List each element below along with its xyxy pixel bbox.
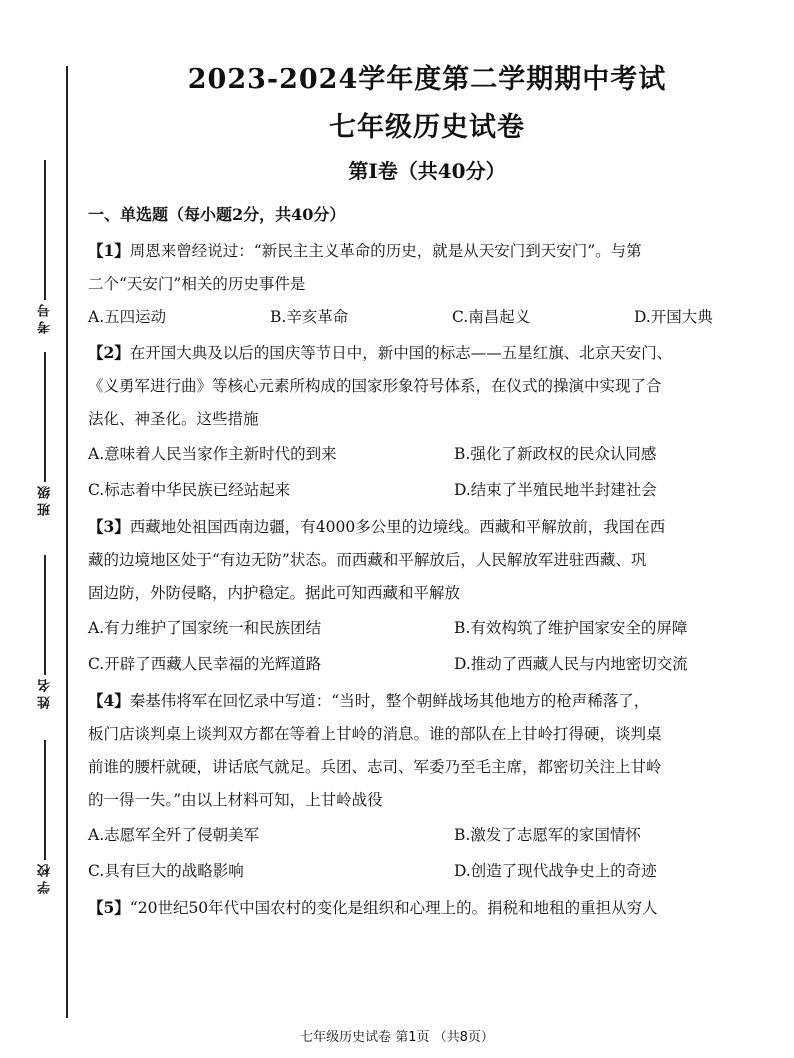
option-b: B.辛亥革命 xyxy=(270,308,349,326)
stem-line: 藏的边境地区处于“有边无防”状态。而西藏和平解放后，人民解放军进驻西藏、巩 xyxy=(88,551,647,569)
options xyxy=(88,610,756,682)
school-label: 学校 xyxy=(37,860,53,894)
question-number: 【2】 xyxy=(88,343,130,362)
question-2 xyxy=(88,336,756,508)
stem-line: 法化、神圣化。这些措施 xyxy=(88,410,259,428)
binding-line xyxy=(66,66,68,1018)
stem-line: 周恩来曾经说过：“新民主主义革命的历史，就是从天安门到天安门”。与第 xyxy=(129,242,642,260)
stem-line: 的一得一失。”由以上材料可知，上甘岭战役 xyxy=(88,791,383,809)
option-c: C.开辟了西藏人民幸福的光辉道路 xyxy=(88,655,322,673)
question-3 xyxy=(88,510,756,682)
class-field xyxy=(30,352,60,516)
stem-line: “20世纪50年代中国农村的变化是组织和心理上的。捐税和地租的重担从穷人 xyxy=(129,899,658,917)
exam-header xyxy=(90,60,764,186)
option-b: B.有效构筑了维护国家安全的屏障 xyxy=(454,619,688,637)
name-label: 姓名 xyxy=(37,675,53,709)
question-5 xyxy=(88,891,756,925)
question-1 xyxy=(88,234,756,334)
options xyxy=(88,301,756,334)
stem-line: 二个“天安门”相关的历史事件是 xyxy=(88,275,306,293)
stem-line: 《义勇军进行曲》等核心元素所构成的国家形象符号体系，在仪式的操演中实现了合 xyxy=(88,377,662,395)
stem-line: 秦基伟将军在回忆录中写道：“当时，整个朝鲜战场其他地方的枪声稀落了， xyxy=(129,692,650,710)
question-stem xyxy=(88,891,756,925)
paper-title: 七年级历史试卷 xyxy=(329,112,525,143)
option-c: C.具有巨大的战略影响 xyxy=(88,862,244,880)
option-d: D.结束了半殖民地半封建社会 xyxy=(454,481,657,499)
question-number: 【4】 xyxy=(88,691,130,710)
exam-no-field xyxy=(30,160,60,334)
option-b: B.强化了新政权的民众认同感 xyxy=(454,445,657,463)
stem-line: 板门店谈判桌上谈判双方都在等着上甘岭的消息。谁的部队在上甘岭打得硬，谈判桌 xyxy=(88,725,662,743)
option-b: B.激发了志愿军的家国情怀 xyxy=(454,826,641,844)
option-d: D.开国大典 xyxy=(634,308,713,326)
option-a: A.有力维护了国家统一和民族团结 xyxy=(88,619,322,637)
exam-no-label: 考号 xyxy=(37,300,53,334)
school-rule xyxy=(44,740,46,860)
exam-no-rule xyxy=(44,160,46,300)
question-number: 【3】 xyxy=(88,517,130,536)
question-number: 【5】 xyxy=(88,898,130,917)
exam-title: 2023-2024学年度第二学期期中考试 xyxy=(187,64,667,95)
option-d: D.创造了现代战争史上的奇迹 xyxy=(454,862,657,880)
question-stem xyxy=(88,510,756,544)
option-a: A.五四运动 xyxy=(88,308,167,326)
school-field xyxy=(30,740,60,894)
question-area xyxy=(88,200,756,927)
question-number: 【1】 xyxy=(88,241,130,260)
class-label: 班级 xyxy=(37,482,53,516)
option-c: C.南昌起义 xyxy=(452,308,531,326)
class-rule xyxy=(44,352,46,482)
name-rule xyxy=(44,555,46,675)
option-d: D.推动了西藏人民与内地密切交流 xyxy=(454,655,688,673)
section-title: 一、单选题（每小题2分，共40分） xyxy=(88,205,346,224)
option-a: A.志愿军全歼了侵朝美军 xyxy=(88,826,260,844)
question-stem xyxy=(88,336,756,370)
question-stem xyxy=(88,234,756,268)
page-footer: 七年级历史试卷 第1页 （共8页） xyxy=(300,1030,494,1045)
options xyxy=(88,436,756,508)
stem-line: 在开国大典及以后的国庆等节日中，新中国的标志——五星红旗、北京天安门、 xyxy=(129,344,673,362)
question-stem xyxy=(88,684,756,718)
options xyxy=(88,817,756,889)
volume-title: 第Ⅰ卷（共40分） xyxy=(348,159,506,183)
stem-line: 西藏地处祖国西南边疆，有4000多公里的边境线。西藏和平解放前，我国在西 xyxy=(129,518,666,536)
option-a: A.意味着人民当家作主新时代的到来 xyxy=(88,445,337,463)
stem-line: 前谁的腰杆就硬，讲话底气就足。兵团、志司、军委乃至毛主席，都密切关注上甘岭 xyxy=(88,758,662,776)
stem-line: 固边防，外防侵略，内护稳定。据此可知西藏和平解放 xyxy=(88,584,461,602)
option-c: C.标志着中华民族已经站起来 xyxy=(88,481,291,499)
name-field xyxy=(30,555,60,709)
question-4 xyxy=(88,684,756,889)
